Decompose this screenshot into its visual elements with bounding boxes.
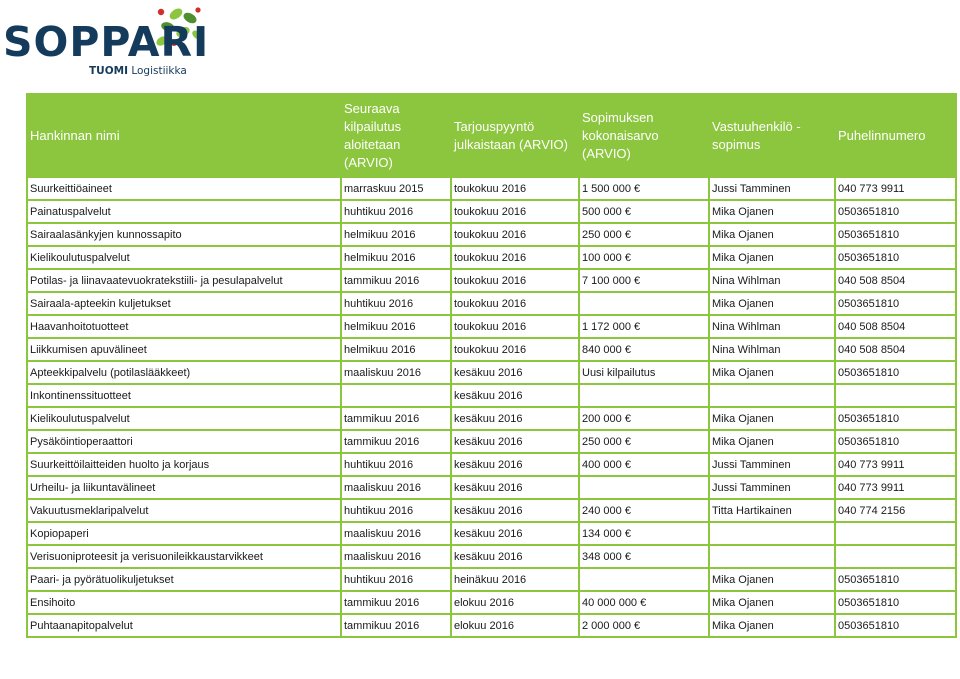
table-row (27, 545, 956, 568)
col-header-next-tender: Seuraava kilpailutus aloitetaan (ARVIO) (341, 94, 451, 177)
next-tender-cell: tammikuu 2016 (341, 614, 451, 637)
table-row (27, 568, 956, 591)
contact-cell: Mika Ojanen (709, 361, 835, 384)
name-cell: Paari- ja pyörätuolikuljetukset (27, 568, 341, 591)
rfq-cell: heinäkuu 2016 (451, 568, 579, 591)
phone-cell: 0503651810 (835, 568, 956, 591)
contact-cell (709, 522, 835, 545)
name-cell: Potilas- ja liinavaatevuokratekstiili- ja pesulapalvelut (27, 269, 341, 292)
phone-cell (835, 384, 956, 407)
next-tender-cell: huhtikuu 2016 (341, 568, 451, 591)
phone-cell: 040 508 8504 (835, 269, 956, 292)
table-row (27, 292, 956, 315)
name-cell: Inkontinenssituotteet (27, 384, 341, 407)
phone-cell: 0503651810 (835, 361, 956, 384)
phone-cell: 0503651810 (835, 200, 956, 223)
contact-cell: Mika Ojanen (709, 430, 835, 453)
next-tender-cell: maaliskuu 2016 (341, 545, 451, 568)
next-tender-cell: helmikuu 2016 (341, 315, 451, 338)
rfq-cell: toukokuu 2016 (451, 246, 579, 269)
contact-cell: Titta Hartikainen (709, 499, 835, 522)
next-tender-cell: marraskuu 2015 (341, 177, 451, 200)
name-cell: Liikkumisen apuvälineet (27, 338, 341, 361)
rfq-cell: kesäkuu 2016 (451, 407, 579, 430)
col-header-rfq-published: Tarjouspyyntö julkaistaan (ARVIO) (451, 94, 579, 177)
contact-cell: Mika Ojanen (709, 568, 835, 591)
col-header-total-value: Sopimuksen kokonaisarvo (ARVIO) (579, 94, 709, 177)
table-row (27, 430, 956, 453)
name-cell: Verisuoniproteesit ja verisuonileikkaustarvikkeet (27, 545, 341, 568)
table-row (27, 223, 956, 246)
next-tender-cell: maaliskuu 2016 (341, 476, 451, 499)
name-cell: Painatuspalvelut (27, 200, 341, 223)
phone-cell: 040 508 8504 (835, 315, 956, 338)
table-row (27, 315, 956, 338)
phone-cell: 040 508 8504 (835, 338, 956, 361)
phone-cell (835, 545, 956, 568)
table-row (27, 499, 956, 522)
table-row (27, 591, 956, 614)
rfq-cell: kesäkuu 2016 (451, 453, 579, 476)
table-row (27, 453, 956, 476)
value-cell: 500 000 € (579, 200, 709, 223)
contact-cell: Jussi Tamminen (709, 453, 835, 476)
value-cell: 7 100 000 € (579, 269, 709, 292)
rfq-cell: toukokuu 2016 (451, 177, 579, 200)
value-cell: 250 000 € (579, 223, 709, 246)
name-cell: Sairaala-apteekin kuljetukset (27, 292, 341, 315)
col-header-name: Hankinnan nimi (27, 94, 341, 177)
phone-cell: 0503651810 (835, 223, 956, 246)
next-tender-cell: helmikuu 2016 (341, 246, 451, 269)
value-cell (579, 476, 709, 499)
contact-cell: Mika Ojanen (709, 223, 835, 246)
value-cell (579, 384, 709, 407)
logo-subtitle: TUOMI Logistiikka (89, 65, 187, 77)
table-row (27, 338, 956, 361)
rfq-cell: kesäkuu 2016 (451, 384, 579, 407)
next-tender-cell: tammikuu 2016 (341, 269, 451, 292)
phone-cell: 040 773 9911 (835, 177, 956, 200)
contact-cell: Jussi Tamminen (709, 177, 835, 200)
name-cell: Apteekkipalvelu (potilaslääkkeet) (27, 361, 341, 384)
name-cell: Puhtaanapitopalvelut (27, 614, 341, 637)
rfq-cell: toukokuu 2016 (451, 200, 579, 223)
contact-cell: Nina Wihlman (709, 269, 835, 292)
rfq-cell: toukokuu 2016 (451, 269, 579, 292)
contact-cell: Mika Ojanen (709, 292, 835, 315)
table-row (27, 476, 956, 499)
phone-cell (835, 522, 956, 545)
contact-cell: Mika Ojanen (709, 614, 835, 637)
name-cell: Ensihoito (27, 591, 341, 614)
value-cell: 100 000 € (579, 246, 709, 269)
table-row (27, 522, 956, 545)
table-row (27, 614, 956, 637)
name-cell: Kopiopaperi (27, 522, 341, 545)
value-cell: 240 000 € (579, 499, 709, 522)
rfq-cell: kesäkuu 2016 (451, 499, 579, 522)
phone-cell: 0503651810 (835, 292, 956, 315)
contact-cell: Mika Ojanen (709, 407, 835, 430)
phone-cell: 0503651810 (835, 591, 956, 614)
phone-cell: 0503651810 (835, 614, 956, 637)
next-tender-cell: huhtikuu 2016 (341, 453, 451, 476)
next-tender-cell: helmikuu 2016 (341, 223, 451, 246)
next-tender-cell: tammikuu 2016 (341, 591, 451, 614)
table-header-row (27, 94, 956, 177)
rfq-cell: elokuu 2016 (451, 614, 579, 637)
table-row (27, 200, 956, 223)
value-cell: Uusi kilpailutus (579, 361, 709, 384)
name-cell: Pysäköintioperaattori (27, 430, 341, 453)
table-row (27, 361, 956, 384)
contact-cell: Jussi Tamminen (709, 476, 835, 499)
table-row (27, 177, 956, 200)
rfq-cell: kesäkuu 2016 (451, 476, 579, 499)
contact-cell: Nina Wihlman (709, 315, 835, 338)
name-cell: Vakuutusmeklaripalvelut (27, 499, 341, 522)
next-tender-cell: huhtikuu 2016 (341, 292, 451, 315)
contact-cell: Nina Wihlman (709, 338, 835, 361)
phone-cell: 040 773 9911 (835, 476, 956, 499)
next-tender-cell: maaliskuu 2016 (341, 522, 451, 545)
contact-cell: Mika Ojanen (709, 200, 835, 223)
table-row (27, 384, 956, 407)
rfq-cell: toukokuu 2016 (451, 223, 579, 246)
phone-cell: 040 774 2156 (835, 499, 956, 522)
value-cell: 348 000 € (579, 545, 709, 568)
rfq-cell: toukokuu 2016 (451, 315, 579, 338)
value-cell: 840 000 € (579, 338, 709, 361)
phone-cell: 0503651810 (835, 430, 956, 453)
rfq-cell: kesäkuu 2016 (451, 545, 579, 568)
contact-cell: Mika Ojanen (709, 246, 835, 269)
col-header-phone: Puhelinnumero (835, 94, 956, 177)
rfq-cell: elokuu 2016 (451, 591, 579, 614)
rfq-cell: kesäkuu 2016 (451, 361, 579, 384)
phone-cell: 040 773 9911 (835, 453, 956, 476)
name-cell: Kielikoulutuspalvelut (27, 246, 341, 269)
rfq-cell: kesäkuu 2016 (451, 522, 579, 545)
name-cell: Sairaalasänkyjen kunnossapito (27, 223, 341, 246)
rfq-cell: toukokuu 2016 (451, 292, 579, 315)
value-cell (579, 292, 709, 315)
name-cell: Suurkeittiöaineet (27, 177, 341, 200)
col-header-contact: Vastuuhenkilö - sopimus (709, 94, 835, 177)
contact-cell: Mika Ojanen (709, 591, 835, 614)
phone-cell: 0503651810 (835, 407, 956, 430)
name-cell: Suurkeittöilaitteiden huolto ja korjaus (27, 453, 341, 476)
value-cell: 134 000 € (579, 522, 709, 545)
value-cell: 250 000 € (579, 430, 709, 453)
value-cell: 400 000 € (579, 453, 709, 476)
next-tender-cell: tammikuu 2016 (341, 407, 451, 430)
rfq-cell: kesäkuu 2016 (451, 430, 579, 453)
name-cell: Urheilu- ja liikuntavälineet (27, 476, 341, 499)
rfq-cell: toukokuu 2016 (451, 338, 579, 361)
next-tender-cell (341, 384, 451, 407)
value-cell: 2 000 000 € (579, 614, 709, 637)
next-tender-cell: huhtikuu 2016 (341, 499, 451, 522)
next-tender-cell: tammikuu 2016 (341, 430, 451, 453)
value-cell (579, 568, 709, 591)
next-tender-cell: helmikuu 2016 (341, 338, 451, 361)
value-cell: 40 000 000 € (579, 591, 709, 614)
table-row (27, 407, 956, 430)
logo-wordmark: SOPPARI (3, 18, 210, 66)
value-cell: 200 000 € (579, 407, 709, 430)
value-cell: 1 500 000 € (579, 177, 709, 200)
name-cell: Kielikoulutuspalvelut (27, 407, 341, 430)
name-cell: Haavanhoitotuotteet (27, 315, 341, 338)
procurement-table (26, 93, 957, 638)
value-cell: 1 172 000 € (579, 315, 709, 338)
next-tender-cell: maaliskuu 2016 (341, 361, 451, 384)
contact-cell (709, 384, 835, 407)
next-tender-cell: huhtikuu 2016 (341, 200, 451, 223)
table-row (27, 269, 956, 292)
contact-cell (709, 545, 835, 568)
table-row (27, 246, 956, 269)
phone-cell: 0503651810 (835, 246, 956, 269)
soppari-logo (0, 0, 210, 88)
